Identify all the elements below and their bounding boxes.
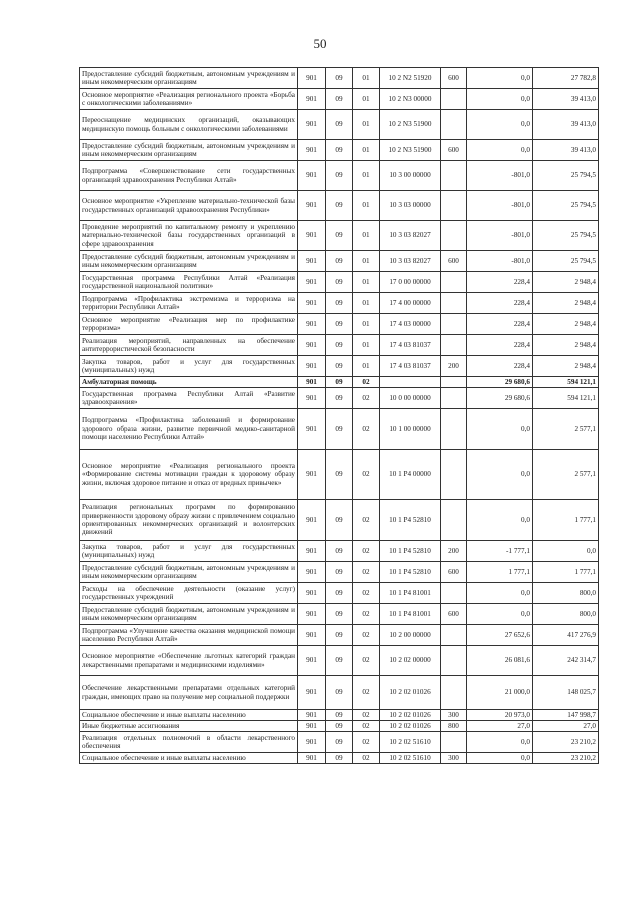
table-row [80, 753, 599, 764]
item-name-cell: Государственная программа Республики Алтай «Развитие здравоохранения» [80, 388, 298, 409]
expense-type-cell [441, 335, 467, 356]
subsection-code-cell: 02 [353, 541, 380, 562]
subsection-code-cell: 02 [353, 583, 380, 604]
section-code-cell: 09 [326, 89, 353, 110]
section-code-cell: 09 [326, 272, 353, 293]
table-row [80, 625, 599, 646]
grbs-code-cell: 901 [298, 356, 326, 377]
table-row [80, 293, 599, 314]
target-article-cell: 10 2 02 00000 [380, 646, 441, 676]
target-article-cell: 17 4 00 00000 [380, 293, 441, 314]
subsection-code-cell: 02 [353, 562, 380, 583]
table-row [80, 583, 599, 604]
change-amount-cell: 29 680,6 [467, 388, 533, 409]
item-name-cell: Основное мероприятие «Реализация мер по профилактике терроризма» [80, 314, 298, 335]
section-code-cell: 09 [326, 732, 353, 753]
expense-type-cell: 200 [441, 356, 467, 377]
total-amount-cell: 0,0 [533, 541, 599, 562]
subsection-code-cell: 01 [353, 68, 380, 89]
total-amount-cell: 2 948,4 [533, 293, 599, 314]
table-row [80, 500, 599, 541]
subsection-code-cell: 01 [353, 221, 380, 251]
change-amount-cell: -1 777,1 [467, 541, 533, 562]
subsection-code-cell: 02 [353, 710, 380, 721]
change-amount-cell: 20 973,0 [467, 710, 533, 721]
change-amount-cell: 0,0 [467, 604, 533, 625]
section-code-cell: 09 [326, 335, 353, 356]
total-amount-cell: 800,0 [533, 583, 599, 604]
grbs-code-cell: 901 [298, 450, 326, 500]
table-row [80, 110, 599, 140]
subsection-code-cell: 02 [353, 450, 380, 500]
change-amount-cell: 0,0 [467, 753, 533, 764]
section-code-cell: 09 [326, 541, 353, 562]
table-row [80, 68, 599, 89]
target-article-cell: 10 1 00 00000 [380, 409, 441, 450]
grbs-code-cell: 901 [298, 161, 326, 191]
target-article-cell: 10 2 02 01026 [380, 676, 441, 710]
section-code-cell: 09 [326, 388, 353, 409]
target-article-cell: 10 2 02 01026 [380, 721, 441, 732]
table-row [80, 646, 599, 676]
item-name-cell: Предоставление субсидий бюджетным, автономным учреждениям и иным некоммерческим организациям [80, 251, 298, 272]
item-name-cell: Основное мероприятие «Реализация регионального проекта «Борьба с онкологическими заболеваниями» [80, 89, 298, 110]
table-row [80, 732, 599, 753]
total-amount-cell: 23 210,2 [533, 753, 599, 764]
expense-type-cell: 300 [441, 753, 467, 764]
section-code-cell: 09 [326, 191, 353, 221]
grbs-code-cell: 901 [298, 335, 326, 356]
budget-table [79, 67, 599, 764]
item-name-cell: Социальное обеспечение и иные выплаты населению [80, 710, 298, 721]
section-code-cell: 09 [326, 625, 353, 646]
expense-type-cell [441, 625, 467, 646]
section-code-cell: 09 [326, 251, 353, 272]
grbs-code-cell: 901 [298, 562, 326, 583]
subsection-code-cell: 02 [353, 625, 380, 646]
total-amount-cell: 417 276,9 [533, 625, 599, 646]
total-amount-cell: 242 314,7 [533, 646, 599, 676]
section-code-cell: 09 [326, 68, 353, 89]
section-code-cell: 09 [326, 293, 353, 314]
expense-type-cell [441, 732, 467, 753]
change-amount-cell: 228,4 [467, 356, 533, 377]
expense-type-cell [441, 646, 467, 676]
total-amount-cell: 25 794,5 [533, 251, 599, 272]
section-code-cell: 09 [326, 221, 353, 251]
total-amount-cell: 39 413,0 [533, 89, 599, 110]
grbs-code-cell: 901 [298, 710, 326, 721]
table-row [80, 161, 599, 191]
subsection-code-cell: 01 [353, 89, 380, 110]
subsection-code-cell: 02 [353, 500, 380, 541]
change-amount-cell: 0,0 [467, 500, 533, 541]
section-code-cell: 09 [326, 356, 353, 377]
expense-type-cell [441, 161, 467, 191]
item-name-cell: Предоставление субсидий бюджетным, автономным учреждениям и иным некоммерческим организациям [80, 562, 298, 583]
target-article-cell: 17 4 03 81037 [380, 356, 441, 377]
target-article-cell: 10 1 P4 00000 [380, 450, 441, 500]
section-code-cell: 09 [326, 676, 353, 710]
change-amount-cell: 228,4 [467, 293, 533, 314]
section-code-cell: 09 [326, 140, 353, 161]
expense-type-cell [441, 676, 467, 710]
table-row [80, 140, 599, 161]
subsection-code-cell: 01 [353, 356, 380, 377]
change-amount-cell: -801,0 [467, 161, 533, 191]
target-article-cell: 10 2 N3 00000 [380, 89, 441, 110]
grbs-code-cell: 901 [298, 583, 326, 604]
expense-type-cell: 800 [441, 721, 467, 732]
subsection-code-cell: 01 [353, 191, 380, 221]
change-amount-cell: 0,0 [467, 409, 533, 450]
table-row [80, 450, 599, 500]
item-name-cell: Закупка товаров, работ и услуг для государственных (муниципальных) нужд [80, 356, 298, 377]
item-name-cell: Государственная программа Республики Алтай «Реализация государственной национальной политики» [80, 272, 298, 293]
subsection-code-cell: 02 [353, 753, 380, 764]
change-amount-cell: 0,0 [467, 450, 533, 500]
target-article-cell [380, 377, 441, 388]
total-amount-cell: 2 948,4 [533, 314, 599, 335]
table-row [80, 272, 599, 293]
target-article-cell: 17 0 00 00000 [380, 272, 441, 293]
section-code-cell: 09 [326, 583, 353, 604]
change-amount-cell: 0,0 [467, 89, 533, 110]
subsection-code-cell: 01 [353, 272, 380, 293]
target-article-cell: 10 0 00 00000 [380, 388, 441, 409]
subsection-code-cell: 02 [353, 388, 380, 409]
change-amount-cell: -801,0 [467, 251, 533, 272]
table-row [80, 377, 599, 388]
expense-type-cell [441, 221, 467, 251]
grbs-code-cell: 901 [298, 604, 326, 625]
change-amount-cell: -801,0 [467, 191, 533, 221]
grbs-code-cell: 901 [298, 293, 326, 314]
section-code-cell: 09 [326, 409, 353, 450]
subsection-code-cell: 01 [353, 161, 380, 191]
item-name-cell: Предоставление субсидий бюджетным, автономным учреждениям и иным некоммерческим организациям [80, 604, 298, 625]
item-name-cell: Проведение мероприятий по капитальному ремонту и укреплению материально-технической базы государственных организаций в сфере здравоохранения [80, 221, 298, 251]
change-amount-cell: 27,0 [467, 721, 533, 732]
expense-type-cell: 200 [441, 541, 467, 562]
subsection-code-cell: 01 [353, 335, 380, 356]
grbs-code-cell: 901 [298, 251, 326, 272]
section-code-cell: 09 [326, 377, 353, 388]
item-name-cell: Подпрограмма «Совершенствование сети государственных организаций здравоохранения Республики Алтай» [80, 161, 298, 191]
change-amount-cell: 0,0 [467, 68, 533, 89]
total-amount-cell: 25 794,5 [533, 221, 599, 251]
target-article-cell: 10 1 P4 81001 [380, 604, 441, 625]
item-name-cell: Подпрограмма «Профилактика заболеваний и формирование здорового образа жизни, развитие первичной медико-санитарной помощи населению Республики Алтай» [80, 409, 298, 450]
grbs-code-cell: 901 [298, 646, 326, 676]
target-article-cell: 10 1 P4 52810 [380, 500, 441, 541]
subsection-code-cell: 01 [353, 140, 380, 161]
item-name-cell: Реализация отдельных полномочий в области лекарственного обеспечения [80, 732, 298, 753]
grbs-code-cell: 901 [298, 89, 326, 110]
item-name-cell: Основное мероприятие «Обеспечение льготных категорий граждан лекарственными препаратами и медицинскими изделиями» [80, 646, 298, 676]
total-amount-cell: 800,0 [533, 604, 599, 625]
section-code-cell: 09 [326, 161, 353, 191]
total-amount-cell: 25 794,5 [533, 161, 599, 191]
grbs-code-cell: 901 [298, 314, 326, 335]
section-code-cell: 09 [326, 753, 353, 764]
section-code-cell: 09 [326, 710, 353, 721]
total-amount-cell: 594 121,1 [533, 388, 599, 409]
grbs-code-cell: 901 [298, 377, 326, 388]
change-amount-cell: 228,4 [467, 272, 533, 293]
item-name-cell: Закупка товаров, работ и услуг для государственных (муниципальных) нужд [80, 541, 298, 562]
expense-type-cell: 600 [441, 251, 467, 272]
total-amount-cell: 2 577,1 [533, 450, 599, 500]
target-article-cell: 17 4 03 00000 [380, 314, 441, 335]
budget-table-body [80, 68, 599, 764]
total-amount-cell: 594 121,1 [533, 377, 599, 388]
item-name-cell: Предоставление субсидий бюджетным, автономным учреждениям и иным некоммерческим организациям [80, 68, 298, 89]
subsection-code-cell: 02 [353, 377, 380, 388]
grbs-code-cell: 901 [298, 753, 326, 764]
section-code-cell: 09 [326, 500, 353, 541]
table-row [80, 562, 599, 583]
section-code-cell: 09 [326, 604, 353, 625]
expense-type-cell [441, 388, 467, 409]
table-row [80, 676, 599, 710]
table-row [80, 721, 599, 732]
change-amount-cell: 26 081,6 [467, 646, 533, 676]
grbs-code-cell: 901 [298, 409, 326, 450]
section-code-cell: 09 [326, 721, 353, 732]
expense-type-cell [441, 272, 467, 293]
table-row [80, 710, 599, 721]
grbs-code-cell: 901 [298, 272, 326, 293]
item-name-cell: Предоставление субсидий бюджетным, автономным учреждениям и иным некоммерческим организациям [80, 140, 298, 161]
table-row [80, 89, 599, 110]
grbs-code-cell: 901 [298, 732, 326, 753]
target-article-cell: 10 1 P4 52810 [380, 541, 441, 562]
total-amount-cell: 148 025,7 [533, 676, 599, 710]
expense-type-cell: 600 [441, 562, 467, 583]
target-article-cell: 10 2 N3 51900 [380, 140, 441, 161]
change-amount-cell: 29 680,6 [467, 377, 533, 388]
section-code-cell: 09 [326, 450, 353, 500]
expense-type-cell: 600 [441, 140, 467, 161]
total-amount-cell: 2 948,4 [533, 356, 599, 377]
expense-type-cell [441, 191, 467, 221]
expense-type-cell [441, 89, 467, 110]
target-article-cell: 10 2 02 51610 [380, 732, 441, 753]
grbs-code-cell: 901 [298, 110, 326, 140]
item-name-cell: Реализация региональных программ по формированию приверженности здоровому образу жизни с привлечением социально ориентированных некоммерческих организаций и волонтерских движений [80, 500, 298, 541]
grbs-code-cell: 901 [298, 221, 326, 251]
target-article-cell: 10 1 P4 81001 [380, 583, 441, 604]
target-article-cell: 10 2 00 00000 [380, 625, 441, 646]
subsection-code-cell: 02 [353, 604, 380, 625]
expense-type-cell [441, 377, 467, 388]
change-amount-cell: 228,4 [467, 335, 533, 356]
total-amount-cell: 147 998,7 [533, 710, 599, 721]
target-article-cell: 10 3 03 82027 [380, 251, 441, 272]
total-amount-cell: 2 948,4 [533, 272, 599, 293]
section-code-cell: 09 [326, 646, 353, 676]
expense-type-cell: 300 [441, 710, 467, 721]
item-name-cell: Амбулаторная помощь [80, 377, 298, 388]
item-name-cell: Обеспечение лекарственными препаратами отдельных категорий граждан, имеющих право на получение мер социальной поддержки [80, 676, 298, 710]
expense-type-cell [441, 110, 467, 140]
table-row [80, 191, 599, 221]
grbs-code-cell: 901 [298, 140, 326, 161]
total-amount-cell: 27 782,8 [533, 68, 599, 89]
subsection-code-cell: 02 [353, 409, 380, 450]
subsection-code-cell: 01 [353, 293, 380, 314]
subsection-code-cell: 02 [353, 646, 380, 676]
change-amount-cell: 0,0 [467, 140, 533, 161]
item-name-cell: Основное мероприятие «Реализация регионального проекта «Формирование системы мотивации граждан к здоровому образу жизни, включая здоровое питание и отказ от вредных привычек» [80, 450, 298, 500]
table-row [80, 604, 599, 625]
target-article-cell: 10 3 00 00000 [380, 161, 441, 191]
section-code-cell: 09 [326, 110, 353, 140]
item-name-cell: Подпрограмма «Улучшение качества оказания медицинской помощи населению Республики Алтай» [80, 625, 298, 646]
section-code-cell: 09 [326, 314, 353, 335]
table-row [80, 388, 599, 409]
table-row [80, 409, 599, 450]
target-article-cell: 10 2 N3 51900 [380, 110, 441, 140]
subsection-code-cell: 01 [353, 110, 380, 140]
change-amount-cell: 27 652,6 [467, 625, 533, 646]
section-code-cell: 09 [326, 562, 353, 583]
item-name-cell: Расходы на обеспечение деятельности (оказание услуг) государственных учреждений [80, 583, 298, 604]
subsection-code-cell: 02 [353, 676, 380, 710]
grbs-code-cell: 901 [298, 541, 326, 562]
table-row [80, 356, 599, 377]
change-amount-cell: 228,4 [467, 314, 533, 335]
expense-type-cell [441, 583, 467, 604]
grbs-code-cell: 901 [298, 500, 326, 541]
item-name-cell: Реализация мероприятий, направленных на обеспечение антитеррористической безопасности [80, 335, 298, 356]
total-amount-cell: 1 777,1 [533, 562, 599, 583]
total-amount-cell: 1 777,1 [533, 500, 599, 541]
table-row [80, 251, 599, 272]
table-row [80, 221, 599, 251]
change-amount-cell: -801,0 [467, 221, 533, 251]
total-amount-cell: 2 577,1 [533, 409, 599, 450]
expense-type-cell: 600 [441, 604, 467, 625]
subsection-code-cell: 01 [353, 251, 380, 272]
grbs-code-cell: 901 [298, 625, 326, 646]
table-row [80, 541, 599, 562]
change-amount-cell: 21 000,0 [467, 676, 533, 710]
grbs-code-cell: 901 [298, 68, 326, 89]
grbs-code-cell: 901 [298, 388, 326, 409]
expense-type-cell: 600 [441, 68, 467, 89]
table-row [80, 335, 599, 356]
target-article-cell: 10 1 P4 52810 [380, 562, 441, 583]
subsection-code-cell: 02 [353, 721, 380, 732]
total-amount-cell: 39 413,0 [533, 140, 599, 161]
subsection-code-cell: 01 [353, 314, 380, 335]
total-amount-cell: 2 948,4 [533, 335, 599, 356]
total-amount-cell: 39 413,0 [533, 110, 599, 140]
table-row [80, 314, 599, 335]
target-article-cell: 10 2 N2 51920 [380, 68, 441, 89]
item-name-cell: Иные бюджетные ассигнования [80, 721, 298, 732]
expense-type-cell [441, 293, 467, 314]
target-article-cell: 10 2 02 01026 [380, 710, 441, 721]
target-article-cell: 10 3 03 82027 [380, 221, 441, 251]
change-amount-cell: 1 777,1 [467, 562, 533, 583]
item-name-cell: Переоснащение медицинских организаций, оказывающих медицинскую помощь больным с онкологическими заболеваниями [80, 110, 298, 140]
change-amount-cell: 0,0 [467, 732, 533, 753]
total-amount-cell: 23 210,2 [533, 732, 599, 753]
subsection-code-cell: 02 [353, 732, 380, 753]
expense-type-cell [441, 314, 467, 335]
change-amount-cell: 0,0 [467, 110, 533, 140]
page-number: 50 [313, 36, 327, 51]
expense-type-cell [441, 450, 467, 500]
target-article-cell: 17 4 03 81037 [380, 335, 441, 356]
grbs-code-cell: 901 [298, 191, 326, 221]
target-article-cell: 10 2 02 51610 [380, 753, 441, 764]
grbs-code-cell: 901 [298, 721, 326, 732]
target-article-cell: 10 3 03 00000 [380, 191, 441, 221]
item-name-cell: Подпрограмма «Профилактика экстремизма и терроризма на территории Республики Алтай» [80, 293, 298, 314]
total-amount-cell: 27,0 [533, 721, 599, 732]
item-name-cell: Социальное обеспечение и иные выплаты населению [80, 753, 298, 764]
expense-type-cell [441, 500, 467, 541]
total-amount-cell: 25 794,5 [533, 191, 599, 221]
item-name-cell: Основное мероприятие «Укрепление материально-технической базы государственных организаций здравоохранения Республики» [80, 191, 298, 221]
change-amount-cell: 0,0 [467, 583, 533, 604]
expense-type-cell [441, 409, 467, 450]
grbs-code-cell: 901 [298, 676, 326, 710]
